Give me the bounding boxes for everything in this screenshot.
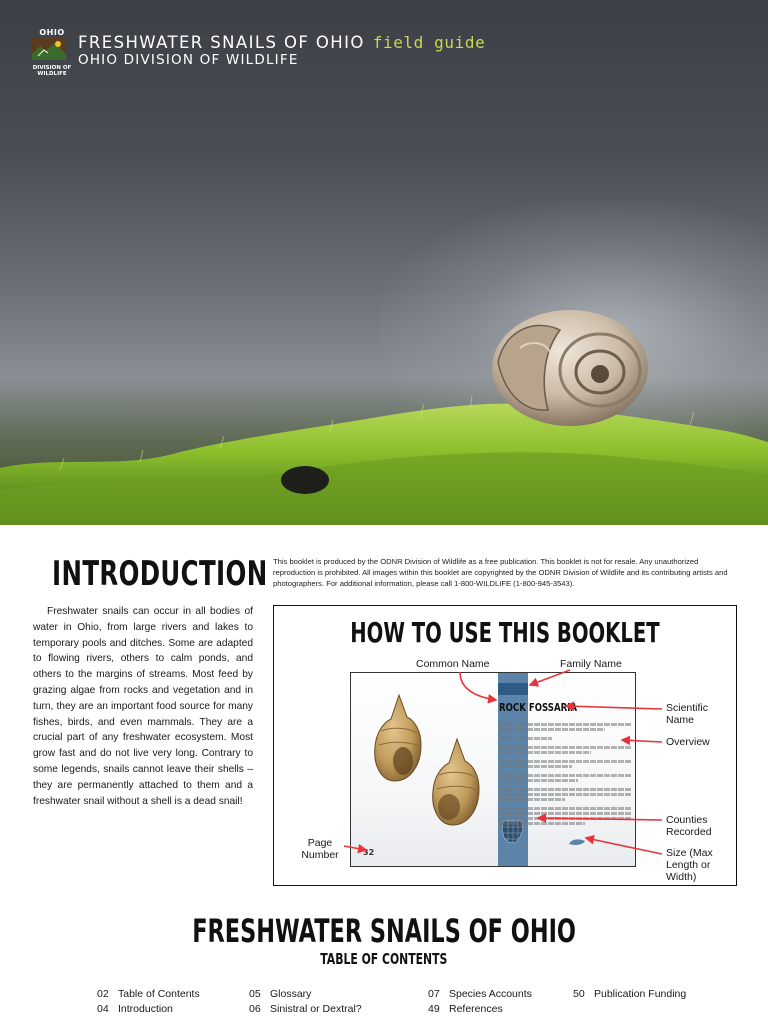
sample-species-name: ROCK FOSSARIA	[499, 701, 578, 714]
sample-overview-text	[499, 721, 631, 827]
logo-bottom-text: DIVISION OF WILDLIFE	[32, 65, 72, 77]
toc-entry[interactable]	[573, 988, 686, 1000]
callout-overview: Overview	[666, 736, 710, 748]
toc-label: Glossary	[270, 988, 312, 1000]
toc-entry[interactable]	[428, 1003, 503, 1015]
callout-scientific-name: Scientific Name	[666, 702, 709, 726]
toc-entry[interactable]	[428, 988, 532, 1000]
toc-label: Species Accounts	[449, 988, 532, 1000]
ohio-division-of-wildlife-logo	[32, 28, 72, 76]
sample-page-number: 32	[363, 848, 375, 857]
toc-page-number: 06	[249, 1003, 261, 1015]
callout-page-number: Page Number	[301, 837, 339, 861]
size-silhouette-icon	[567, 837, 587, 847]
toc-title: FRESHWATER SNAILS OF OHIO	[192, 912, 576, 950]
toc-label: References	[449, 1003, 503, 1015]
callout-counties-recorded: Counties Recorded	[666, 814, 712, 838]
toc-page-number: 05	[249, 988, 261, 1000]
toc-label: Table of Contents	[118, 988, 200, 1000]
callout-common-name: Common Name	[416, 658, 490, 670]
callout-family-name: Family Name	[560, 658, 622, 670]
toc-entry[interactable]	[97, 1003, 173, 1015]
toc-entry[interactable]	[97, 988, 200, 1000]
toc-label: Introduction	[118, 1003, 173, 1015]
how-to-use-panel	[273, 605, 737, 886]
guide-title-text: FRESHWATER SNAILS OF OHIO	[78, 33, 365, 52]
introduction-heading: INTRODUCTION	[52, 554, 268, 594]
toc-label: Publication Funding	[594, 988, 687, 1000]
logo-top-text: OHIO	[39, 28, 65, 37]
toc-subtitle: TABLE OF CONTENTS	[320, 950, 448, 968]
introduction-body: Freshwater snails can occur in all bodies of water in Ohio, from large rivers and lakes to temporary pools and ditches. Some are adapted to flowing rivers, others to calm ponds, and others to the margins of streams. Most feed by grazing algae from rocks and vegetation and in turn, they are an important food source for many fishes, birds, and even mammals. They are a crucial part of any freshwater ecosystem. Most grow fast and do not live very long. Contrary to some legends, snails cannot leave their shells – they are permanently attached to them and a freshwater snail without a shell is a dead snail!	[33, 606, 253, 807]
guide-subtitle: OHIO DIVISION OF WILDLIFE	[78, 52, 299, 68]
toc-page-number: 07	[428, 988, 440, 1000]
publication-notice: This booklet is produced by the ODNR Division of Wildlife as a free publication. This booklet is not for resale. Any unauthorized reproduction is prohibited. All images within this booklet are copyrighted by the ODNR Division of Wildlife and its contributing artists and photographers. For additional information, please call 1-800-WILDLIFE (1-800-945-3543).	[273, 557, 728, 588]
guide-title	[78, 33, 485, 52]
sample-species-page	[350, 672, 636, 867]
toc-page-number: 50	[573, 988, 585, 1000]
toc-page-number: 04	[97, 1003, 109, 1015]
field-guide-tag: field guide	[372, 33, 486, 52]
callout-size: Size (Max Length or Width)	[666, 847, 713, 883]
toc-page-number: 02	[97, 988, 109, 1000]
toc-entry[interactable]	[249, 988, 311, 1000]
snail-shells-image	[351, 673, 496, 867]
toc-entry[interactable]	[249, 1003, 362, 1015]
toc-page-number: 49	[428, 1003, 440, 1015]
family-chip	[498, 683, 528, 695]
how-to-use-title: HOW TO USE THIS BOOKLET	[350, 616, 660, 649]
toc-label: Sinistral or Dextral?	[270, 1003, 362, 1015]
wildlife-logo-icon	[32, 38, 66, 60]
